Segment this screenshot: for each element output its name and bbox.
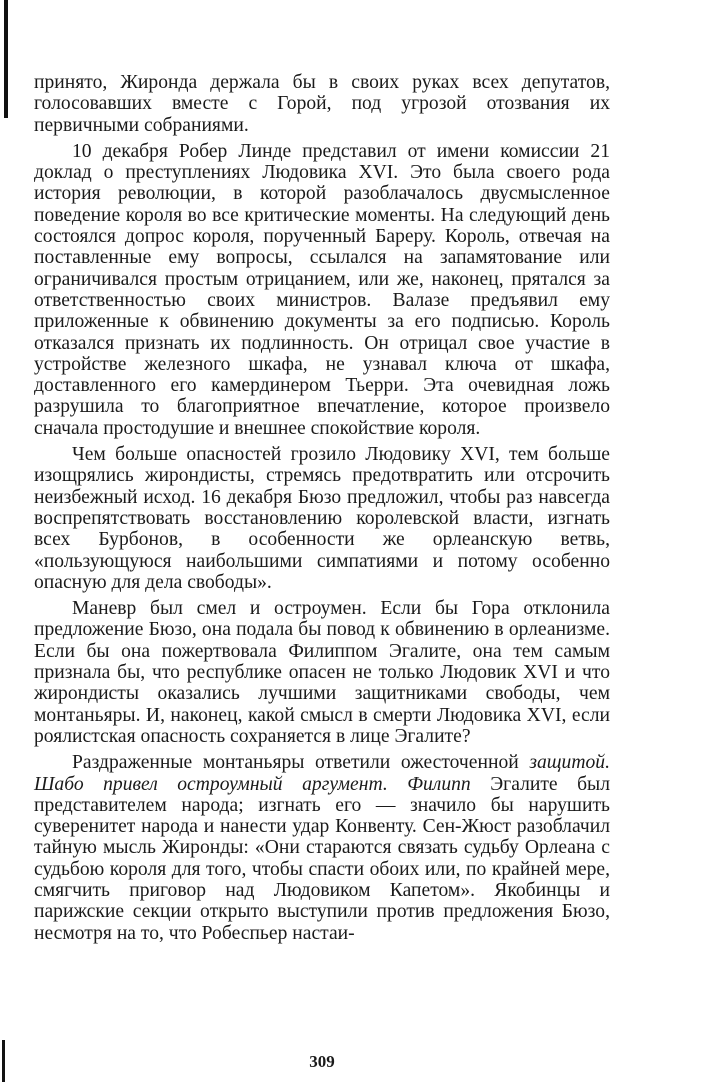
paragraph-3: Чем больше опасностей грозило Людовику XVI, тем больше изощрялись жирондисты, стремясь предотвратить или отсрочить неизбежный исход. 16 декабря Бюзо предложил, чтобы раз навсегда воспрепятствовать восстановлению королевской власти, изгнать всех Бурбонов, в особенности же орлеанскую ветвь, «пользующуюся наибольшими симпатиями и потому особенно опасную для дела свободы». <box>34 444 610 593</box>
paragraph-2: 10 декабря Робер Линде представил от имени комиссии 21 доклад о преступлениях Людовика XVI. Это была своего рода история революции, в которой разоблачалось двусмысленное поведение короля во все критические моменты. На следующий день состоялся допрос короля, порученный Бареру. Король, отвечая на поставленные ему вопросы, ссылался на запамятование или ограничивался простым отрицанием, или же, наконец, прятался за ответственностью своих министров. Валазе предъявил ему приложенные к обвинению документы за его подписью. Король отказался признать их подлинность. Он отрицал свое участие в устройстве железного шкафа, не узнавал ключа от шкафа, доставленного его камердинером Тьерри. Эта очевидная ложь разрушила то благоприятное впечатление, которое произвело сначала простодушие и внешнее спокойствие короля. <box>34 140 610 439</box>
paragraph-5-text-end: Эгалите был представителем народа; изгнать его — значило бы нарушить суверенитет народа и нанести удар Конвенту. Сен-Жюст разоблачил тайную мысль Жиронды: «Они стараются связать судьбу Орлеана с судьбою короля для того, чтобы спасти обоих или, по крайней мере, смягчить приговор над Людовиком Капетом». Якобинцы и парижские секции открыто выступили против предложения Бюзо, несмотря на то, что Робеспьер настаи- <box>34 773 610 944</box>
paragraph-4: Маневр был смел и остроумен. Если бы Гора отклонила предложение Бюзо, она подала бы повод к обвинению в орлеанизме. Если бы она пожертвовала Филиппом Эгалите, она тем самым признала бы, что республике опасен не только Людовик XVI и что жирондисты оказались лучшими защитниками свободы, чем монтаньяры. И, наконец, какой смысл в смерти Людовика XVI, если роялистская опасность сохраняется в лице Эгалите? <box>34 598 610 747</box>
paragraph-1-continued: принято, Жиронда держала бы в своих руках всех депутатов, голосовавших вместе с Горой, под угрозой отозвания их первичными собраниями. <box>34 72 610 136</box>
scan-edge-mark-top <box>4 0 8 118</box>
page-body-text <box>34 72 610 944</box>
paragraph-5 <box>34 752 610 944</box>
paragraph-5-text-start: Раздраженные монтаньяры ответили ожесточенной <box>72 752 530 774</box>
page-number: 309 <box>309 1052 335 1071</box>
paragraph-5-italic-text: защитой. Шабо привел остроумный аргумент. Филипп <box>34 752 610 795</box>
